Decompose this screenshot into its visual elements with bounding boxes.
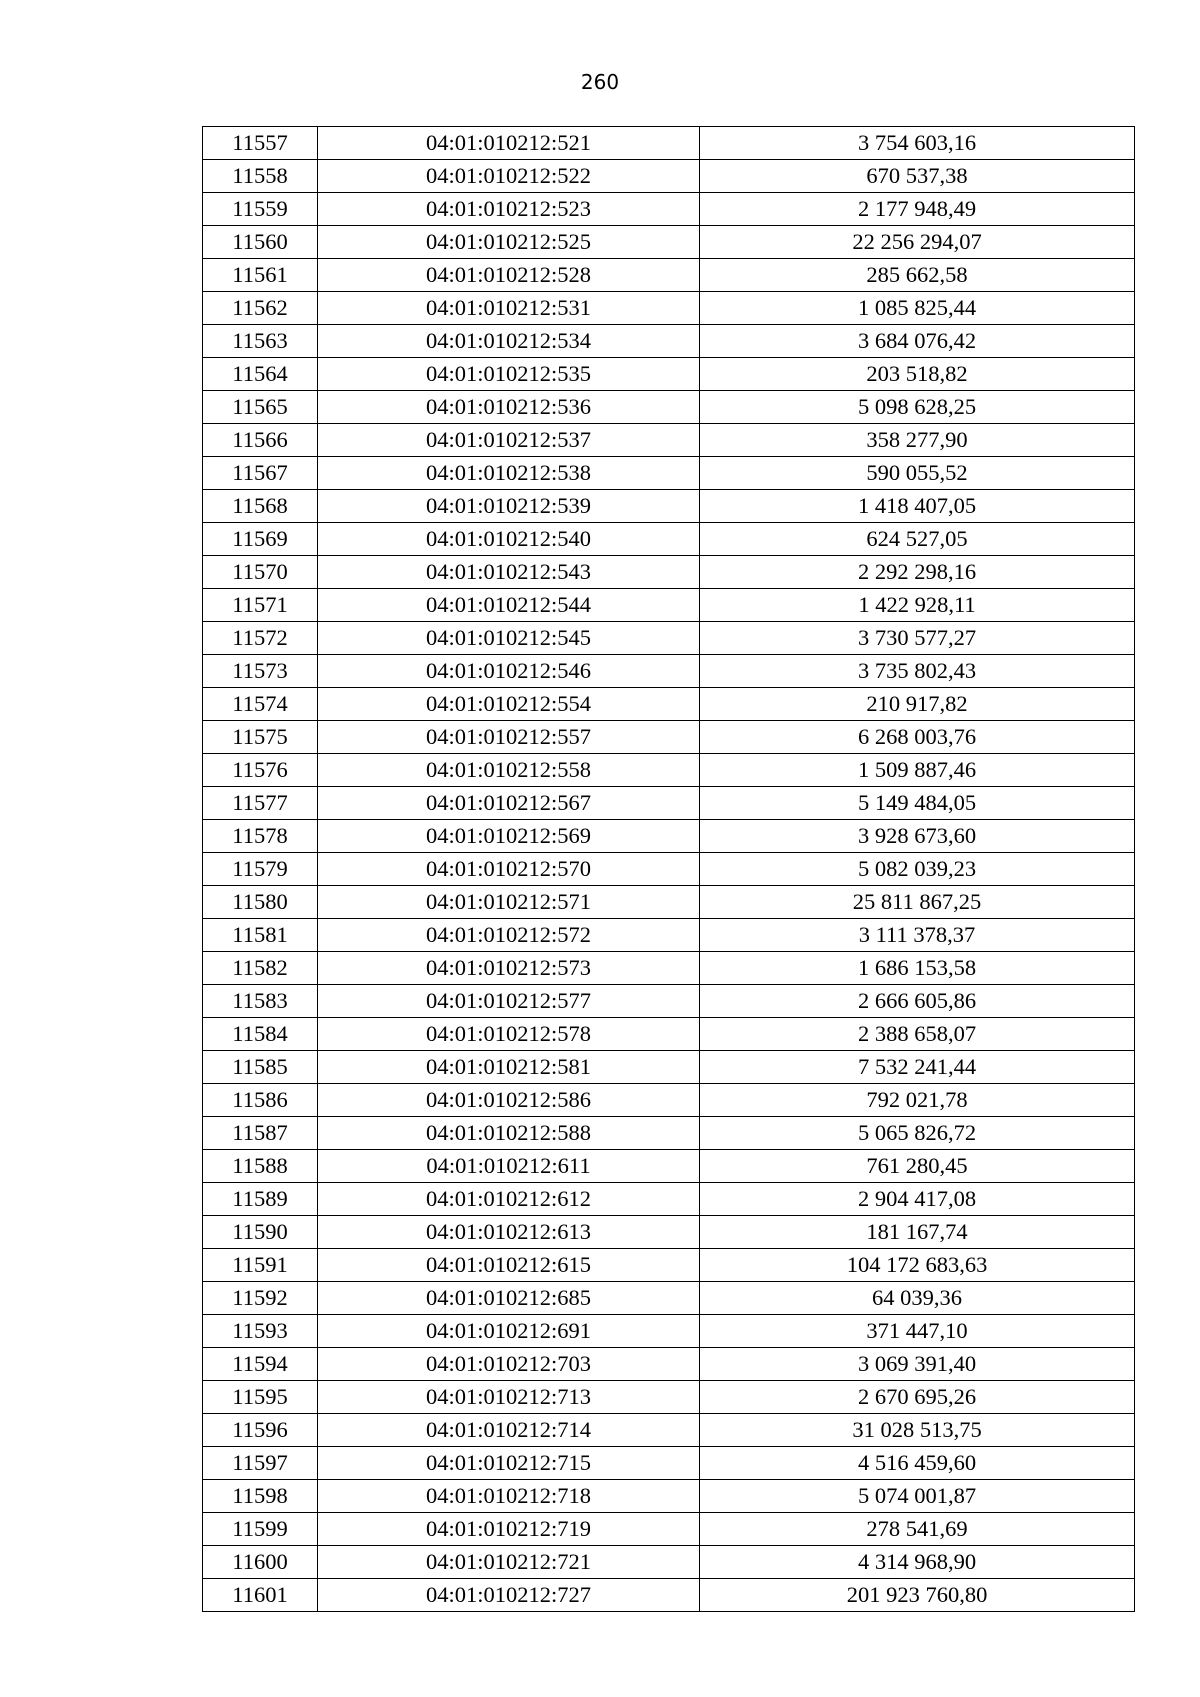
table-row [203, 1018, 1135, 1051]
cadastral-number-cell: 04:01:010212:713 [318, 1381, 700, 1414]
row-number-cell: 11577 [203, 787, 318, 820]
cadastral-value-cell: 4 516 459,60 [700, 1447, 1135, 1480]
cadastral-number-cell: 04:01:010212:570 [318, 853, 700, 886]
cadastral-number-cell: 04:01:010212:528 [318, 259, 700, 292]
cadastral-number-cell: 04:01:010212:543 [318, 556, 700, 589]
cadastral-number-cell: 04:01:010212:521 [318, 127, 700, 160]
cadastral-value-cell: 210 917,82 [700, 688, 1135, 721]
cadastral-number-cell: 04:01:010212:536 [318, 391, 700, 424]
row-number-cell: 11585 [203, 1051, 318, 1084]
cadastral-number-cell: 04:01:010212:554 [318, 688, 700, 721]
cadastral-number-cell: 04:01:010212:525 [318, 226, 700, 259]
row-number-cell: 11568 [203, 490, 318, 523]
cadastral-number-cell: 04:01:010212:721 [318, 1546, 700, 1579]
row-number-cell: 11580 [203, 886, 318, 919]
row-number-cell: 11566 [203, 424, 318, 457]
table-row [203, 292, 1135, 325]
cadastral-number-cell: 04:01:010212:531 [318, 292, 700, 325]
cadastral-value-cell: 3 684 076,42 [700, 325, 1135, 358]
row-number-cell: 11559 [203, 193, 318, 226]
cadastral-value-cell: 1 422 928,11 [700, 589, 1135, 622]
row-number-cell: 11572 [203, 622, 318, 655]
row-number-cell: 11581 [203, 919, 318, 952]
cadastral-number-cell: 04:01:010212:612 [318, 1183, 700, 1216]
table-row [203, 1216, 1135, 1249]
cadastral-number-cell: 04:01:010212:567 [318, 787, 700, 820]
table-row [203, 523, 1135, 556]
row-number-cell: 11578 [203, 820, 318, 853]
cadastral-value-cell: 201 923 760,80 [700, 1579, 1135, 1612]
cadastral-number-cell: 04:01:010212:685 [318, 1282, 700, 1315]
row-number-cell: 11596 [203, 1414, 318, 1447]
cadastral-number-cell: 04:01:010212:613 [318, 1216, 700, 1249]
cadastral-value-cell: 358 277,90 [700, 424, 1135, 457]
cadastral-value-cell: 5 082 039,23 [700, 853, 1135, 886]
row-number-cell: 11560 [203, 226, 318, 259]
table-row [203, 1546, 1135, 1579]
table-row [203, 1348, 1135, 1381]
row-number-cell: 11565 [203, 391, 318, 424]
cadastral-number-cell: 04:01:010212:691 [318, 1315, 700, 1348]
cadastral-number-cell: 04:01:010212:573 [318, 952, 700, 985]
cadastral-value-cell: 22 256 294,07 [700, 226, 1135, 259]
table-row [203, 160, 1135, 193]
cadastral-number-cell: 04:01:010212:578 [318, 1018, 700, 1051]
row-number-cell: 11576 [203, 754, 318, 787]
table-row [203, 391, 1135, 424]
row-number-cell: 11571 [203, 589, 318, 622]
table-row [203, 754, 1135, 787]
row-number-cell: 11599 [203, 1513, 318, 1546]
cadastral-number-cell: 04:01:010212:522 [318, 160, 700, 193]
table-row [203, 952, 1135, 985]
table-row [203, 1282, 1135, 1315]
cadastral-number-cell: 04:01:010212:581 [318, 1051, 700, 1084]
cadastral-number-cell: 04:01:010212:615 [318, 1249, 700, 1282]
cadastral-value-cell: 181 167,74 [700, 1216, 1135, 1249]
cadastral-value-cell: 792 021,78 [700, 1084, 1135, 1117]
row-number-cell: 11587 [203, 1117, 318, 1150]
cadastral-value-cell: 2 666 605,86 [700, 985, 1135, 1018]
cadastral-number-cell: 04:01:010212:544 [318, 589, 700, 622]
table-row [203, 820, 1135, 853]
cadastral-number-cell: 04:01:010212:546 [318, 655, 700, 688]
cadastral-value-cell: 1 085 825,44 [700, 292, 1135, 325]
row-number-cell: 11575 [203, 721, 318, 754]
row-number-cell: 11579 [203, 853, 318, 886]
cadastral-value-cell: 624 527,05 [700, 523, 1135, 556]
cadastral-value-cell: 1 418 407,05 [700, 490, 1135, 523]
row-number-cell: 11594 [203, 1348, 318, 1381]
cadastral-value-table [202, 126, 1135, 1612]
cadastral-number-cell: 04:01:010212:715 [318, 1447, 700, 1480]
cadastral-value-cell: 5 149 484,05 [700, 787, 1135, 820]
cadastral-number-cell: 04:01:010212:538 [318, 457, 700, 490]
table-row [203, 853, 1135, 886]
cadastral-number-cell: 04:01:010212:586 [318, 1084, 700, 1117]
cadastral-value-cell: 371 447,10 [700, 1315, 1135, 1348]
cadastral-value-cell: 31 028 513,75 [700, 1414, 1135, 1447]
row-number-cell: 11569 [203, 523, 318, 556]
cadastral-value-cell: 5 098 628,25 [700, 391, 1135, 424]
cadastral-number-cell: 04:01:010212:703 [318, 1348, 700, 1381]
row-number-cell: 11558 [203, 160, 318, 193]
row-number-cell: 11573 [203, 655, 318, 688]
cadastral-value-cell: 2 388 658,07 [700, 1018, 1135, 1051]
cadastral-value-cell: 64 039,36 [700, 1282, 1135, 1315]
cadastral-value-cell: 1 509 887,46 [700, 754, 1135, 787]
cadastral-number-cell: 04:01:010212:577 [318, 985, 700, 1018]
cadastral-number-cell: 04:01:010212:718 [318, 1480, 700, 1513]
row-number-cell: 11600 [203, 1546, 318, 1579]
cadastral-value-cell: 761 280,45 [700, 1150, 1135, 1183]
row-number-cell: 11589 [203, 1183, 318, 1216]
cadastral-value-cell: 2 670 695,26 [700, 1381, 1135, 1414]
row-number-cell: 11592 [203, 1282, 318, 1315]
page-number: 260 [580, 70, 620, 94]
table-row [203, 358, 1135, 391]
table-row [203, 1447, 1135, 1480]
cadastral-value-cell: 104 172 683,63 [700, 1249, 1135, 1282]
cadastral-number-cell: 04:01:010212:719 [318, 1513, 700, 1546]
cadastral-value-cell: 3 735 802,43 [700, 655, 1135, 688]
table-row [203, 589, 1135, 622]
table-row [203, 787, 1135, 820]
cadastral-number-cell: 04:01:010212:539 [318, 490, 700, 523]
registry-table-container [202, 126, 1135, 1612]
cadastral-value-cell: 3 754 603,16 [700, 127, 1135, 160]
table-row [203, 1183, 1135, 1216]
cadastral-number-cell: 04:01:010212:569 [318, 820, 700, 853]
table-row [203, 1513, 1135, 1546]
cadastral-value-cell: 285 662,58 [700, 259, 1135, 292]
row-number-cell: 11591 [203, 1249, 318, 1282]
table-row [203, 193, 1135, 226]
cadastral-number-cell: 04:01:010212:714 [318, 1414, 700, 1447]
row-number-cell: 11562 [203, 292, 318, 325]
table-row [203, 1051, 1135, 1084]
cadastral-number-cell: 04:01:010212:545 [318, 622, 700, 655]
cadastral-number-cell: 04:01:010212:558 [318, 754, 700, 787]
cadastral-value-cell: 590 055,52 [700, 457, 1135, 490]
table-row [203, 919, 1135, 952]
cadastral-number-cell: 04:01:010212:611 [318, 1150, 700, 1183]
table-row [203, 655, 1135, 688]
cadastral-number-cell: 04:01:010212:557 [318, 721, 700, 754]
cadastral-value-cell: 203 518,82 [700, 358, 1135, 391]
table-row [203, 259, 1135, 292]
cadastral-value-cell: 3 069 391,40 [700, 1348, 1135, 1381]
cadastral-value-cell: 5 074 001,87 [700, 1480, 1135, 1513]
row-number-cell: 11574 [203, 688, 318, 721]
table-row [203, 1117, 1135, 1150]
cadastral-value-cell: 25 811 867,25 [700, 886, 1135, 919]
cadastral-value-cell: 4 314 968,90 [700, 1546, 1135, 1579]
table-row [203, 1315, 1135, 1348]
table-row [203, 622, 1135, 655]
cadastral-number-cell: 04:01:010212:540 [318, 523, 700, 556]
cadastral-value-cell: 2 177 948,49 [700, 193, 1135, 226]
cadastral-number-cell: 04:01:010212:588 [318, 1117, 700, 1150]
table-row [203, 688, 1135, 721]
row-number-cell: 11598 [203, 1480, 318, 1513]
row-number-cell: 11590 [203, 1216, 318, 1249]
cadastral-value-cell: 1 686 153,58 [700, 952, 1135, 985]
table-row [203, 886, 1135, 919]
row-number-cell: 11584 [203, 1018, 318, 1051]
table-row [203, 325, 1135, 358]
cadastral-value-cell: 3 928 673,60 [700, 820, 1135, 853]
table-row [203, 1579, 1135, 1612]
row-number-cell: 11567 [203, 457, 318, 490]
row-number-cell: 11564 [203, 358, 318, 391]
row-number-cell: 11582 [203, 952, 318, 985]
table-row [203, 1414, 1135, 1447]
cadastral-number-cell: 04:01:010212:537 [318, 424, 700, 457]
row-number-cell: 11593 [203, 1315, 318, 1348]
row-number-cell: 11595 [203, 1381, 318, 1414]
row-number-cell: 11563 [203, 325, 318, 358]
cadastral-number-cell: 04:01:010212:523 [318, 193, 700, 226]
row-number-cell: 11597 [203, 1447, 318, 1480]
cadastral-value-cell: 278 541,69 [700, 1513, 1135, 1546]
cadastral-value-cell: 670 537,38 [700, 160, 1135, 193]
cadastral-number-cell: 04:01:010212:534 [318, 325, 700, 358]
table-row [203, 1381, 1135, 1414]
row-number-cell: 11561 [203, 259, 318, 292]
cadastral-number-cell: 04:01:010212:572 [318, 919, 700, 952]
cadastral-value-cell: 7 532 241,44 [700, 1051, 1135, 1084]
table-row [203, 1480, 1135, 1513]
cadastral-value-cell: 3 730 577,27 [700, 622, 1135, 655]
table-row [203, 985, 1135, 1018]
row-number-cell: 11601 [203, 1579, 318, 1612]
table-row [203, 457, 1135, 490]
row-number-cell: 11586 [203, 1084, 318, 1117]
cadastral-number-cell: 04:01:010212:727 [318, 1579, 700, 1612]
table-row [203, 1084, 1135, 1117]
cadastral-number-cell: 04:01:010212:571 [318, 886, 700, 919]
table-row [203, 127, 1135, 160]
table-row [203, 226, 1135, 259]
cadastral-value-cell: 3 111 378,37 [700, 919, 1135, 952]
table-row [203, 490, 1135, 523]
cadastral-number-cell: 04:01:010212:535 [318, 358, 700, 391]
cadastral-value-cell: 5 065 826,72 [700, 1117, 1135, 1150]
row-number-cell: 11583 [203, 985, 318, 1018]
row-number-cell: 11557 [203, 127, 318, 160]
table-row [203, 1249, 1135, 1282]
table-body [203, 127, 1135, 1612]
table-row [203, 721, 1135, 754]
cadastral-value-cell: 2 904 417,08 [700, 1183, 1135, 1216]
cadastral-value-cell: 6 268 003,76 [700, 721, 1135, 754]
table-row [203, 1150, 1135, 1183]
row-number-cell: 11570 [203, 556, 318, 589]
table-row [203, 556, 1135, 589]
table-row [203, 424, 1135, 457]
row-number-cell: 11588 [203, 1150, 318, 1183]
cadastral-value-cell: 2 292 298,16 [700, 556, 1135, 589]
